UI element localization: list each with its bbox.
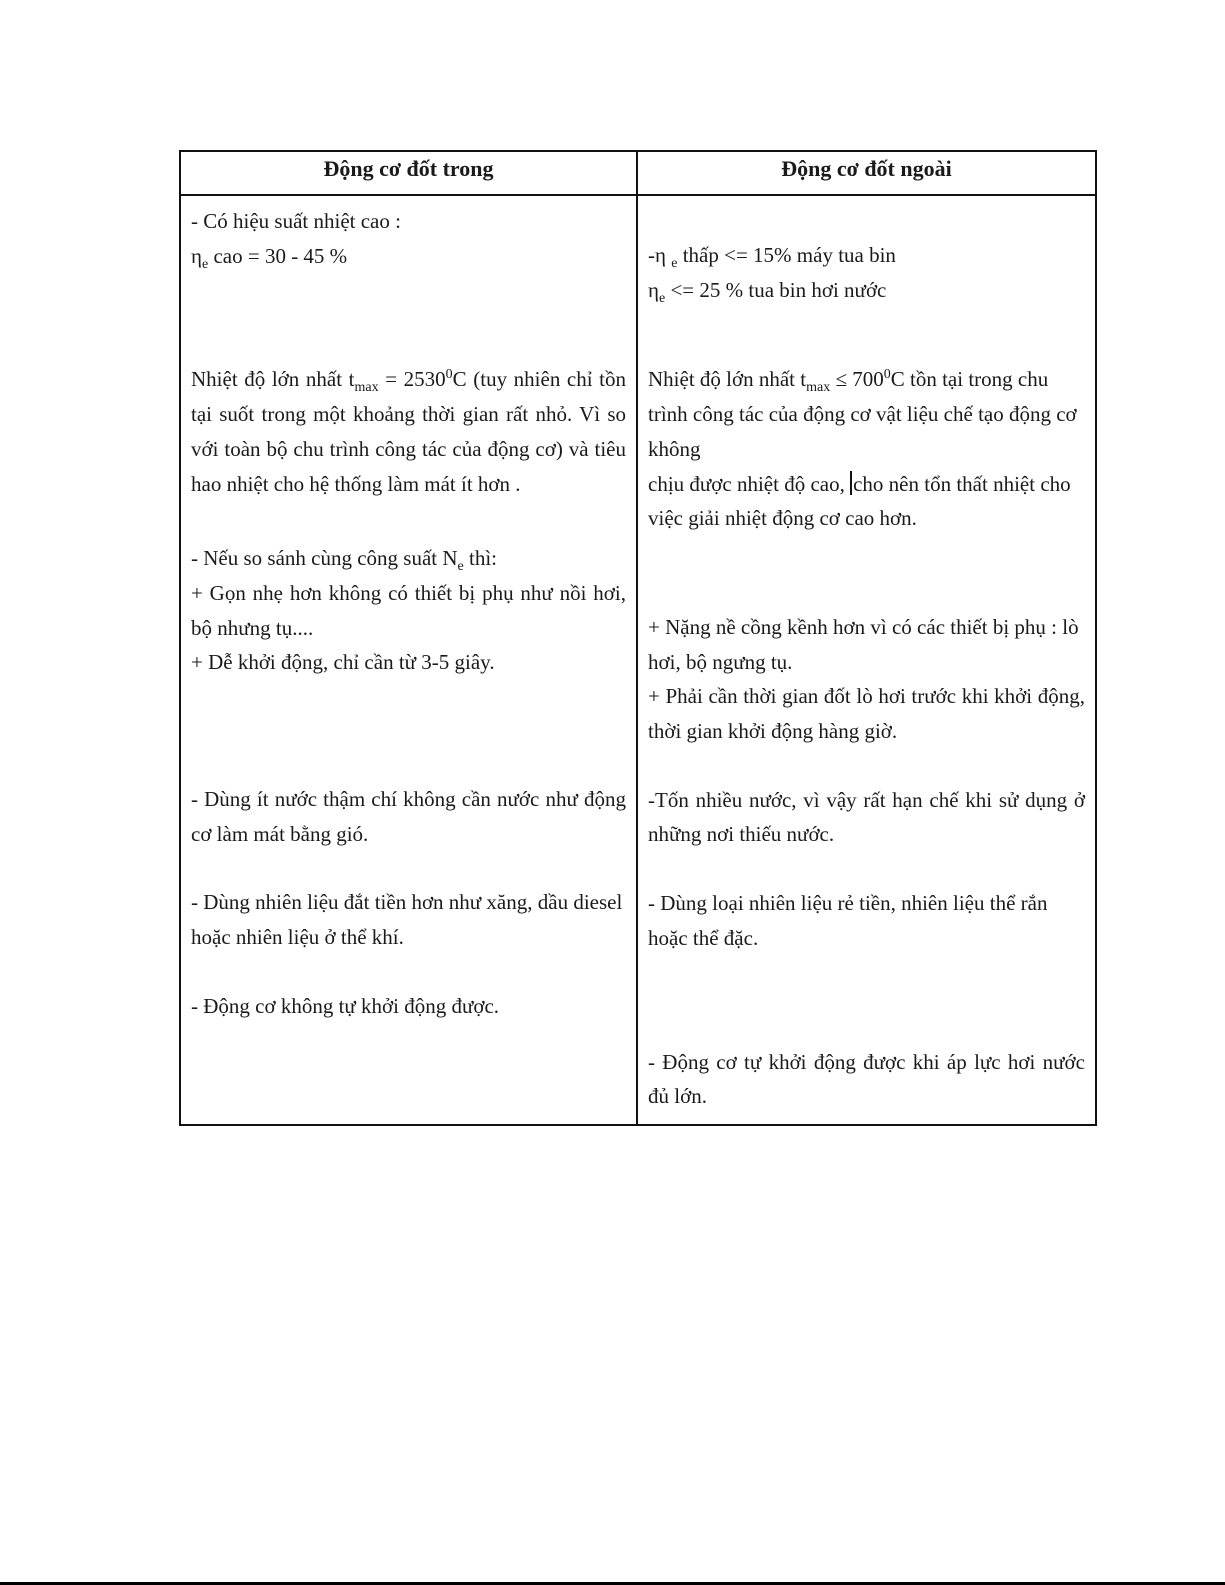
temp-text-b: = 2530 [378,367,446,392]
rtemp-text-d2: cho nên tổn thất nhiệt cho việc giải nhiệt động cơ cao hơn. [648,471,1071,531]
eff1-text-a: -η [648,243,672,267]
temp-superscript: 0 [445,367,453,383]
rtemp-superscript: 0 [883,367,891,383]
rtemp-text-d1: chịu được nhiệt độ cao, [648,471,851,496]
efficiency-value [191,239,626,274]
table-row [180,195,1096,1125]
table-header-row [180,151,1096,195]
efficiency-steam-text [648,273,1085,308]
comparison-table [179,150,1097,1126]
cell-external-combustion [637,195,1096,1125]
water-usage-text-right: -Tốn nhiều nước, vì vậy rất hạn chế khi sử dụng ở những nơi thiếu nước. [648,787,1085,847]
eff2-subscript: e [658,290,666,306]
eff1-text-b: thấp <= 15% máy tua bin [677,243,896,267]
rtemp-subscript: max [806,380,831,396]
efficiency-turbine-text [648,238,1085,273]
self-start-text-right: - Động cơ tự khởi động được khi áp lực hơi nước đủ lớn. [648,1049,1085,1109]
self-start-text: - Động cơ không tự khởi động được. [191,993,500,1018]
compact-text: + Gọn nhẹ hơn không có thiết bị phụ như nồi hơi, bộ nhưng tụ.... [191,580,626,640]
power-text-b: thì: [463,546,498,571]
eta-subscript: e [201,256,209,272]
rtemp-text-c: C tồn tại trong chu trình công tác của động cơ vật liệu chế tạo động cơ không [648,367,1077,461]
header-external-combustion: Động cơ đốt ngoài [637,151,1096,195]
power-compare-text [191,541,626,576]
fuel-type-text: - Dùng nhiên liệu đắt tiền hơn như xăng, dầu diesel hoặc nhiên liệu ở thể khí. [191,890,623,950]
temp-text-c: C (tuy nhiên chỉ tồn tại suốt trong một khoảng thời gian rất nhỏ. Vì so với toàn bộ chu trình công tác của động cơ) và tiêu hao nhiệt cho hệ thống làm mát ít hơn . [191,367,627,496]
easy-start-text: + Dễ khởi động, chỉ cần từ 3-5 giây. [191,650,495,675]
fuel-type-text-right: - Dùng loại nhiên liệu rẻ tiền, nhiên liệu thể rắn hoặc thể đặc. [648,891,1048,950]
efficiency-title: - Có hiệu suất nhiệt cao : [191,209,401,233]
temp-text-a: Nhiệt độ lớn nhất t [191,367,355,392]
startup-time-text: + Phải cần thời gian đốt lò hơi trước khi khởi động, thời gian khởi động hàng giờ. [648,684,1085,744]
max-temperature-text [191,362,626,501]
power-text-a: - Nếu so sánh cùng công suất N [191,546,458,571]
max-temperature-text-right [648,362,1085,536]
temp-subscript: max [354,380,379,396]
water-usage-text: - Dùng ít nước thậm chí không cần nước như động cơ làm mát bằng gió. [191,787,626,846]
rtemp-text-b: ≤ 700 [830,367,884,392]
text-cursor [850,471,852,495]
heavy-equipment-text: + Nặng nề cồng kềnh hơn vì có các thiết bị phụ : lò hơi, bộ ngưng tụ. [648,614,1079,674]
eta-symbol: η [191,243,202,268]
efficiency-range: cao = 30 - 45 % [208,243,348,268]
rtemp-text-a: Nhiệt độ lớn nhất t [648,367,807,392]
header-internal-combustion: Động cơ đốt trong [180,151,637,195]
eff2-text-a: η [648,277,659,302]
cell-internal-combustion [180,195,637,1125]
power-subscript: e [457,559,464,575]
eff1-subscript: e [671,256,678,272]
eff2-text-b: <= 25 % tua bin hơi nước [665,277,887,302]
